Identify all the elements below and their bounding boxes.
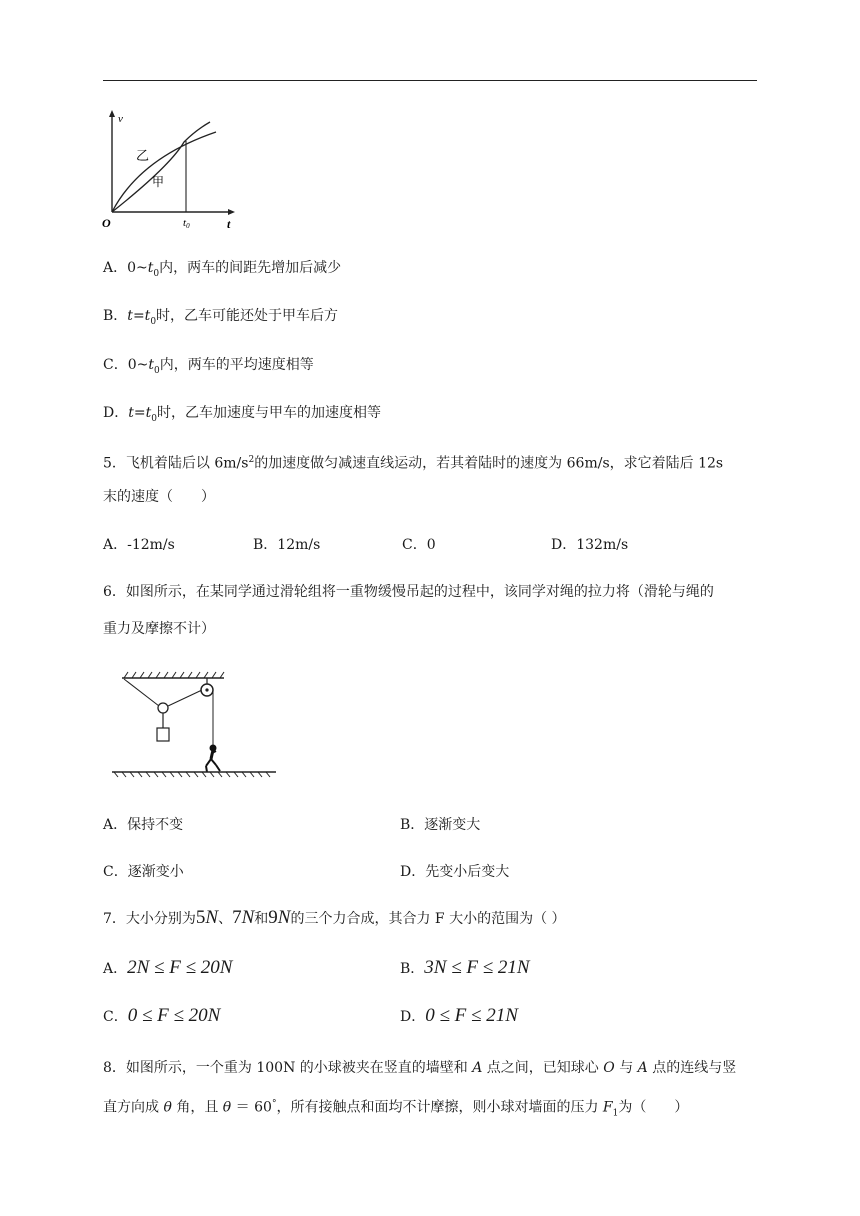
person-icon (206, 745, 220, 772)
q6-stem-line2: 重力及摩擦不计） (103, 621, 215, 637)
q4-option-d: D．$t=t_0$时，乙车加速度与甲车的加速度相等 (103, 405, 381, 424)
t0-tick-label: t0 (183, 217, 190, 230)
q5-option-b: B．12m/s (253, 537, 321, 553)
q7-stem: 7．大小分别为5N、7N和9N的三个力合成，其合力 F 大小的范围为（ ） (103, 907, 566, 928)
v-axis-label: v (118, 113, 123, 125)
q8-stem-line2: 直方向成 θ 角，且 θ ＝ 60°，所有接触点和面均不计摩擦，则小球对墙面的压力 $F_1$为（ ） (103, 1099, 689, 1119)
rope-left (124, 679, 159, 706)
q8-stem-line1: 8．如图所示，一个重为 100N 的小球被夹在竖直的墙壁和 A 点之间，已知球心 O 与 A 点的连线与竖 (103, 1060, 737, 1076)
t-axis-arrow (228, 209, 235, 215)
rope-right (168, 690, 202, 706)
q6-option-c: C．逐渐变小 (103, 864, 184, 880)
q5-stem-line1: 5．飞机着陆后以 $6m/s^2$的加速度做匀减速直线运动，若其着陆时的速度为 66m/s，求它着陆后 12s (103, 455, 724, 472)
pulley-figure (110, 670, 280, 780)
q5-stem-line2: 末的速度（ ） (103, 489, 215, 505)
t-axis-label: t (227, 217, 231, 230)
q7-option-a: A．2N ≤ F ≤ 20N (103, 957, 233, 978)
curve-jia (112, 122, 210, 212)
q4-option-a: A．$0\sim t_0$内，两车的间距先增加后减少 (103, 260, 342, 279)
q7-option-c: C．0 ≤ F ≤ 20N (103, 1005, 221, 1026)
movable-pulley (158, 703, 168, 713)
q5-option-d: D．132m/s (551, 537, 629, 553)
hanging-weight (157, 728, 169, 741)
q7-option-b: B．3N ≤ F ≤ 21N (400, 957, 530, 978)
q4-option-b: B．$t=t_0$时，乙车可能还处于甲车后方 (103, 308, 339, 327)
origin-label: O (102, 216, 111, 230)
q5-option-a: A．-12m/s (103, 537, 175, 553)
q4-option-c: C．$0\sim t_0$内，两车的平均速度相等 (103, 357, 314, 376)
fixed-pulley-axle (205, 688, 208, 691)
vt-graph-figure (100, 108, 240, 230)
v-axis-arrow (109, 110, 115, 117)
ceiling-hatching (124, 672, 224, 678)
q5-option-c: C．0 (402, 537, 436, 553)
q7-option-d: D．0 ≤ F ≤ 21N (400, 1005, 518, 1026)
header-rule (103, 80, 757, 81)
q6-option-d: D．先变小后变大 (400, 864, 510, 880)
label-jia: 甲 (152, 175, 165, 189)
q6-stem-line1: 6．如图所示，在某同学通过滑轮组将一重物缓慢吊起的过程中，该同学对绳的拉力将（滑轮与绳的 (103, 584, 714, 600)
label-yi: 乙 (136, 149, 150, 164)
q6-option-b: B．逐渐变大 (400, 817, 481, 833)
q6-option-a: A．保持不变 (103, 817, 184, 833)
